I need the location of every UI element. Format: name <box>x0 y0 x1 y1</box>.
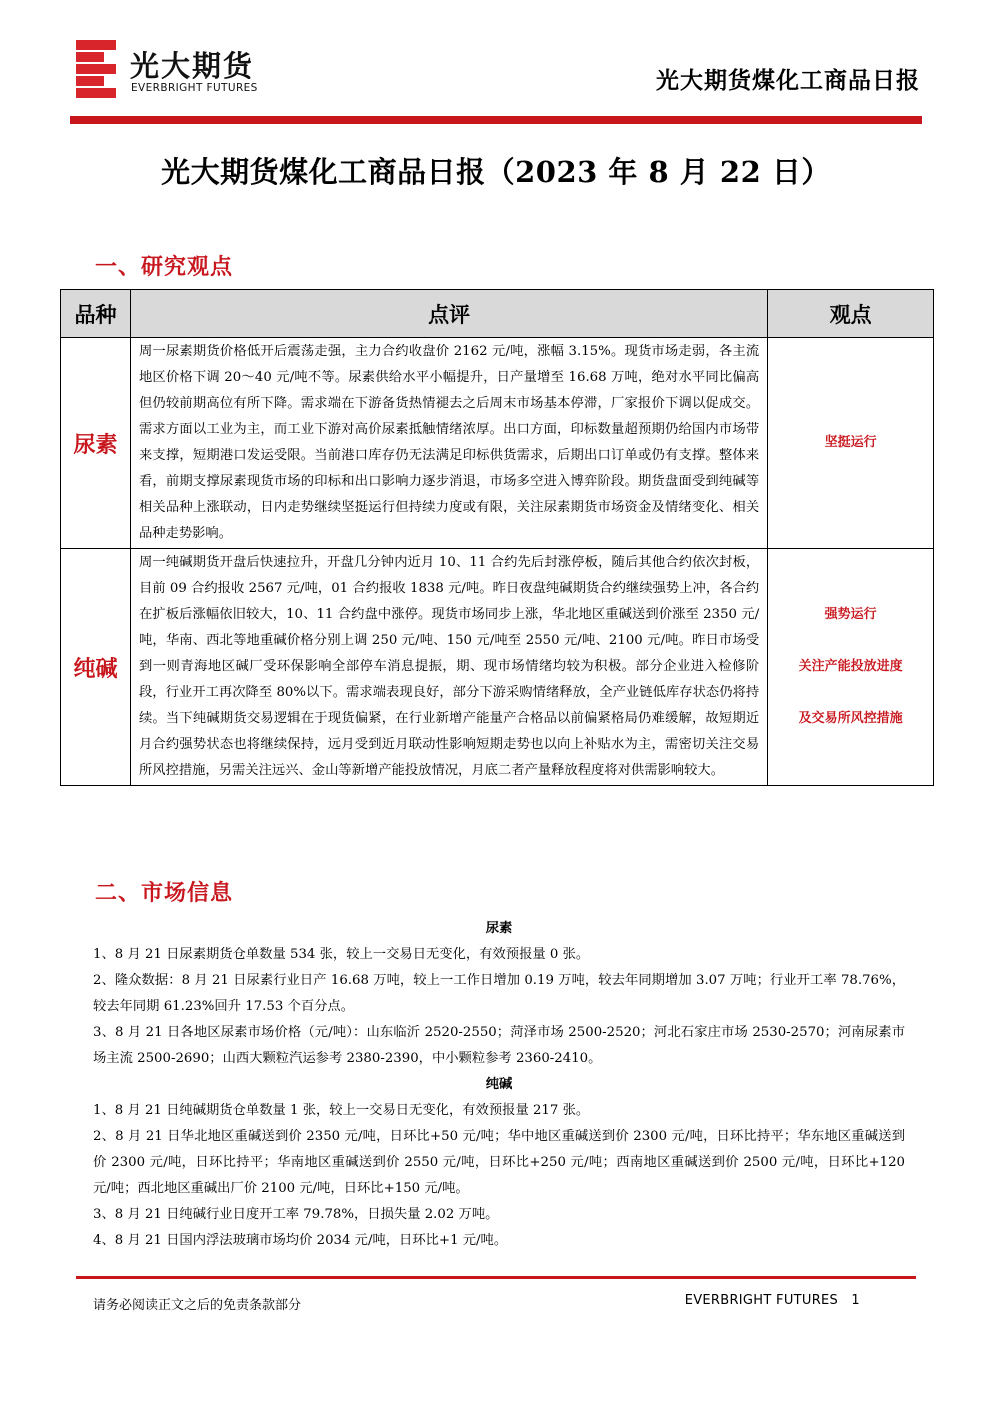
market-block-title: 纯碱 <box>485 1077 513 1092</box>
column-header-variety: 品种 <box>61 290 131 338</box>
view-cell <box>768 338 934 549</box>
market-item: 3、8 月 21 日各地区尿素市场价格（元/吨）：山东临沂 2520-2550；菏泽市场 2500-2520；河北石家庄市场 2530-2570；河南尿素市场主流 2500-2690；山西大颗粒汽运参考 2380-2390，中小颗粒参考 2360-2410。 <box>93 1025 905 1066</box>
view-text: 关注产能投放进度 <box>798 659 903 674</box>
table-row <box>61 338 934 549</box>
section-heading-views: 一、研究观点 <box>95 254 234 280</box>
view-text: 及交易所风控措施 <box>798 711 903 726</box>
market-item: 1、8 月 21 日纯碱期货仓单数量 1 张，较上一交易日无变化，有效预报量 217 张。 <box>93 1103 590 1118</box>
document-title: 光大期货煤化工商品日报（2023 年 8 月 22 日） <box>161 155 831 189</box>
header-title: 光大期货煤化工商品日报 <box>656 67 920 94</box>
table-row <box>61 549 934 786</box>
page-header <box>0 0 992 130</box>
section-heading-market: 二、市场信息 <box>95 880 234 906</box>
footer-divider <box>76 1276 916 1279</box>
logo-english-name: EVERBRIGHT FUTURES <box>131 82 258 94</box>
variety-cell: 纯碱 <box>61 549 131 786</box>
market-block-title: 尿素 <box>485 921 513 936</box>
table-header-row <box>61 290 934 338</box>
header-divider <box>70 116 922 124</box>
market-item: 4、8 月 21 日国内浮法玻璃市场均价 2034 元/吨，日环比+1 元/吨。 <box>93 1233 508 1248</box>
comment-cell: 周一纯碱期货开盘后快速拉升，开盘几分钟内近月 10、11 合约先后封涨停板，随后其他合约依次封板，目前 09 合约报收 2567 元/吨，01 合约报收 1838 元/吨。昨日夜盘纯碱期货合约继续强势上冲，各合约在扩板后涨幅依旧较大，10、11 合约盘中涨停。现货市场同步上涨，华北地区重碱送到价涨至 2350 元/吨，华南、西北等地重碱价格分别上调 250 元/吨、150 元/吨至 2550 元/吨、2100 元/吨。昨日市场受到一则青海地区碱厂受环保影响全部停车消息提振，期、现市场情绪均较为积极。部分企业进入检修阶段，行业开工再次降至 80%以下。需求端表现良好，部分下游采购情绪释放，全产业链低库存状态仍将持续。当下纯碱期货交易逻辑在于现货偏紧，在行业新增产能量产合格品以前偏紧格局仍难缓解，故短期近月合约强势状态也将继续保持，远月受到近月联动性影响短期走势也以向上补贴水为主，需密切关注交易所风控措施，另需关注远兴、金山等新增产能投放情况，月底二者产量释放程度将对供需影响较大。 <box>130 549 767 786</box>
variety-cell: 尿素 <box>61 338 131 549</box>
logo-chinese-name: 光大期货 <box>130 49 255 83</box>
column-header-view: 观点 <box>768 290 934 338</box>
market-item: 2、8 月 21 日华北地区重碱送到价 2350 元/吨，日环比+50 元/吨；华中地区重碱送到价 2300 元/吨，日环比持平；华东地区重碱送到价 2300 元/吨，日环比持平；华南地区重碱送到价 2550 元/吨，日环比+250 元/吨；西南地区重碱送到价 2500 元/吨，日环比+120 元/吨；西北地区重碱出厂价 2100 元/吨，日环比+150 元/吨。 <box>93 1129 905 1196</box>
research-views-table <box>60 289 934 786</box>
market-item: 3、8 月 21 日纯碱行业日度开工率 79.78%，日损失量 2.02 万吨。 <box>93 1207 499 1222</box>
column-header-comment: 点评 <box>130 290 767 338</box>
market-item: 1、8 月 21 日尿素期货仓单数量 534 张，较上一交易日无变化，有效预报量 0 张。 <box>93 947 590 962</box>
footer-disclaimer: 请务必阅读正文之后的免责条款部分 <box>93 1298 302 1313</box>
market-info <box>93 916 905 1254</box>
footer-brand <box>685 1293 860 1308</box>
view-text: 强势运行 <box>824 607 877 622</box>
market-item: 2、隆众数据：8 月 21 日尿素行业日产 16.68 万吨，较上一工作日增加 0.19 万吨，较去年同期增加 3.07 万吨；行业开工率 78.76%，较去年同期 61.23%回升 17.53 个百分点。 <box>93 973 905 1014</box>
comment-cell: 周一尿素期货价格低开后震荡走强，主力合约收盘价 2162 元/吨，涨幅 3.15%。现货市场走弱，各主流地区价格下调 20～40 元/吨不等。尿素供给水平小幅提升，日产量增至 16.68 万吨，绝对水平同比偏高但仍较前期高位有所下降。需求端在下游备货热情褪去之后周末市场基本停滞，厂家报价下调以促成交。需求方面以工业为主，而工业下游对高价尿素抵触情绪浓厚。出口方面，印标数量超预期仍给国内市场带来支撑，短期港口发运受限。当前港口库存仍无法满足印标供货需求，后期出口订单或仍有支撑。整体来看，前期支撑尿素现货市场的印标和出口影响力逐步消退，市场多空进入博弈阶段。期货盘面受到纯碱等相关品种上涨联动，日内走势继续坚挺运行但持续力度或有限，关注尿素期货市场资金及情绪变化、相关品种走势影响。 <box>130 338 767 549</box>
view-text: 坚挺运行 <box>824 435 877 450</box>
everbright-logo-icon <box>76 40 116 98</box>
view-cell <box>768 549 934 786</box>
page-number: 1 <box>851 1293 860 1308</box>
footer-brand-name: EVERBRIGHT FUTURES <box>684 1293 839 1308</box>
